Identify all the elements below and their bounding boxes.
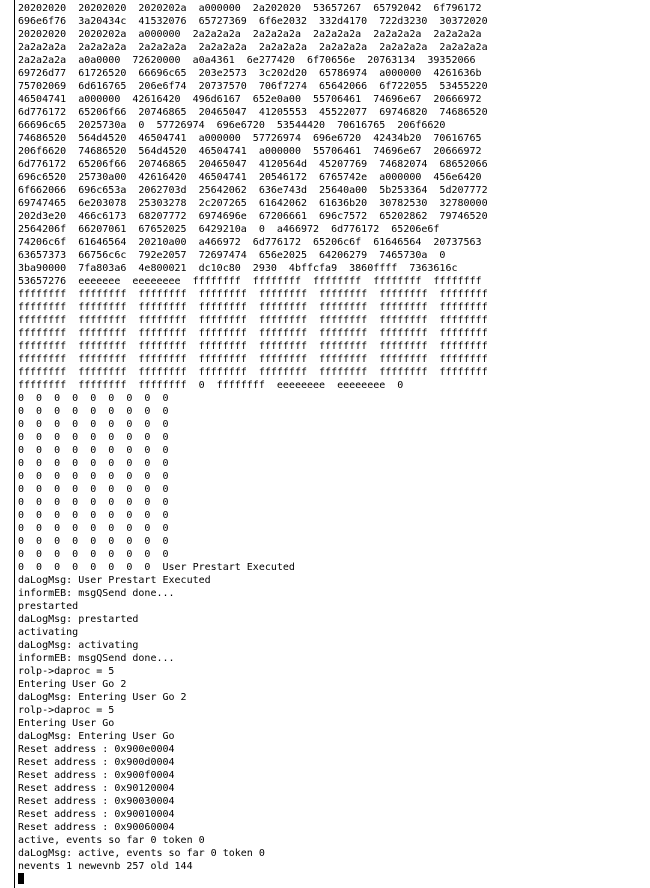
terminal-left-border (14, 0, 15, 888)
terminal-line: 6d776172 65206f66 20746865 20465047 41205553 45522077 69746820 74686520 (18, 107, 488, 118)
terminal-line: 2564206f 66207061 67652025 6429210a 0 a466972 6d776172 65206e6f (18, 224, 440, 235)
terminal-line: daLogMsg: User Prestart Executed (18, 575, 211, 586)
terminal-line: informEB: msgQSend done... (18, 653, 175, 664)
terminal-line: 202d3e20 466c6173 68207772 6974696e 67206661 696c7572 65202862 79746520 (18, 211, 488, 222)
terminal-line: Reset address : 0x900f0004 (18, 770, 175, 781)
terminal-line: Reset address : 0x90030004 (18, 796, 175, 807)
terminal-line: 0 0 0 0 0 0 0 0 0 (18, 445, 169, 456)
terminal-line: 0 0 0 0 0 0 0 0 0 (18, 523, 169, 534)
terminal-line: prestarted (18, 601, 79, 612)
terminal-line: 69726d77 61726520 66696c65 203e2573 3c202d20 65786974 a000000 4261636b (18, 68, 482, 79)
terminal-line: ffffffff ffffffff ffffffff ffffffff ffffffff ffffffff ffffffff ffffffff (18, 315, 488, 326)
terminal-line: ffffffff ffffffff ffffffff 0 ffffffff eeeeeeee eeeeeeee 0 (18, 380, 404, 391)
terminal-line: 20202020 20202020 2020202a a000000 2a202020 53657267 65792042 6f796172 (18, 3, 482, 14)
terminal-line: 66696c65 2025730a 0 57726974 696e6720 53544420 70616765 206f6620 (18, 120, 446, 131)
terminal-line: 696c6520 25730a00 42616420 46504741 20546172 6765742e a000000 456e6420 (18, 172, 482, 183)
terminal-line: 0 0 0 0 0 0 0 0 0 (18, 510, 169, 521)
terminal-line: 63657373 66756c6c 792e2057 72697474 656e2025 64206279 7465730a 0 (18, 250, 446, 261)
terminal-line: 0 0 0 0 0 0 0 0 0 (18, 536, 169, 547)
terminal-line: 696e6f76 3a20434c 41532076 65727369 6f6e2032 332d4170 722d3230 30372020 (18, 16, 488, 27)
terminal-line: daLogMsg: Entering User Go (18, 731, 175, 742)
terminal-line: 74686520 564d4520 46504741 a000000 57726974 696e6720 42434b20 70616765 (18, 133, 482, 144)
terminal-line: nevents 1 newevnb 257 old 144 (18, 861, 193, 872)
terminal-line: 0 0 0 0 0 0 0 0 0 (18, 549, 169, 560)
terminal-line: ffffffff ffffffff ffffffff ffffffff ffffffff ffffffff ffffffff ffffffff (18, 328, 488, 339)
terminal-line: ffffffff ffffffff ffffffff ffffffff ffffffff ffffffff ffffffff ffffffff (18, 341, 488, 352)
terminal-line: Reset address : 0x900d0004 (18, 757, 175, 768)
terminal-line: 0 0 0 0 0 0 0 0 0 (18, 497, 169, 508)
terminal-line: 69747465 6e203078 25303278 2c207265 61642062 61636b20 30782530 32780000 (18, 198, 488, 209)
terminal-line: ffffffff ffffffff ffffffff ffffffff ffffffff ffffffff ffffffff ffffffff (18, 367, 488, 378)
terminal-line: 2a2a2a2a a0a0000 72620000 a0a4361 6e277420 6f70656e 20763134 39352066 (18, 55, 476, 66)
terminal-line: 3ba90000 7fa803a6 4e800021 dc10c80 2930 4bffcfa9 3860ffff 7363616c (18, 263, 458, 274)
terminal-line: 74206c6f 61646564 20210a00 a466972 6d776172 65206c6f 61646564 20737563 (18, 237, 482, 248)
terminal-line: rolp->daproc = 5 (18, 705, 115, 716)
terminal-line: Reset address : 0x900e0004 (18, 744, 175, 755)
terminal-line: ffffffff ffffffff ffffffff ffffffff ffffffff ffffffff ffffffff ffffffff (18, 289, 488, 300)
terminal-line: Entering User Go (18, 718, 115, 729)
terminal-line: 0 0 0 0 0 0 0 0 0 (18, 458, 169, 469)
terminal-line: 6d776172 65206f66 20746865 20465047 4120564d 45207769 74682074 68652066 (18, 159, 488, 170)
terminal-line: 0 0 0 0 0 0 0 0 0 (18, 432, 169, 443)
terminal-line: activating (18, 627, 79, 638)
terminal-line: 0 0 0 0 0 0 0 0 0 (18, 406, 169, 417)
terminal-line: active, events so far 0 token 0 (18, 835, 205, 846)
terminal-cursor[interactable] (18, 873, 24, 884)
terminal-line: daLogMsg: activating (18, 640, 139, 651)
terminal-line: Reset address : 0x90120004 (18, 783, 175, 794)
terminal-line: 20202020 2020202a a000000 2a2a2a2a 2a2a2a2a 2a2a2a2a 2a2a2a2a 2a2a2a2a (18, 29, 482, 40)
terminal-line: 53657276 eeeeeee eeeeeeee ffffffff ffffffff ffffffff ffffffff ffffffff (18, 276, 482, 287)
terminal-line: daLogMsg: prestarted (18, 614, 139, 625)
terminal-line: ffffffff ffffffff ffffffff ffffffff ffffffff ffffffff ffffffff ffffffff (18, 302, 488, 313)
terminal-line: Reset address : 0x90060004 (18, 822, 175, 833)
terminal-line: 0 0 0 0 0 0 0 0 0 (18, 484, 169, 495)
terminal-line: daLogMsg: active, events so far 0 token 0 (18, 848, 265, 859)
terminal-line: 0 0 0 0 0 0 0 0 0 (18, 419, 169, 430)
terminal-line: Entering User Go 2 (18, 679, 127, 690)
terminal-line: informEB: msgQSend done... (18, 588, 175, 599)
terminal-line: rolp->daproc = 5 (18, 666, 115, 677)
terminal-line: Reset address : 0x90010004 (18, 809, 175, 820)
terminal-line: 206f6620 74686520 564d4520 46504741 a000000 55706461 74696e67 20666972 (18, 146, 482, 157)
terminal-line: ffffffff ffffffff ffffffff ffffffff ffffffff ffffffff ffffffff ffffffff (18, 354, 488, 365)
terminal-line: 75702069 6d616765 206e6f74 20737570 706f7274 65642066 6f722055 53455220 (18, 81, 488, 92)
terminal-line: 2a2a2a2a 2a2a2a2a 2a2a2a2a 2a2a2a2a 2a2a2a2a 2a2a2a2a 2a2a2a2a 2a2a2a2a (18, 42, 488, 53)
terminal-output (18, 2, 646, 886)
terminal-line: 46504741 a000000 42616420 496d6167 652e0a00 55706461 74696e67 20666972 (18, 94, 482, 105)
terminal-line: daLogMsg: Entering User Go 2 (18, 692, 187, 703)
terminal-line: 0 0 0 0 0 0 0 0 0 (18, 471, 169, 482)
terminal-line: 6f662066 696c653a 2062703d 25642062 636e743d 25640a00 5b253364 5d207772 (18, 185, 488, 196)
terminal-line: 0 0 0 0 0 0 0 0 0 (18, 393, 169, 404)
terminal-prompt-line[interactable] (18, 873, 646, 886)
terminal-line: 0 0 0 0 0 0 0 0 User Prestart Executed (18, 562, 295, 573)
